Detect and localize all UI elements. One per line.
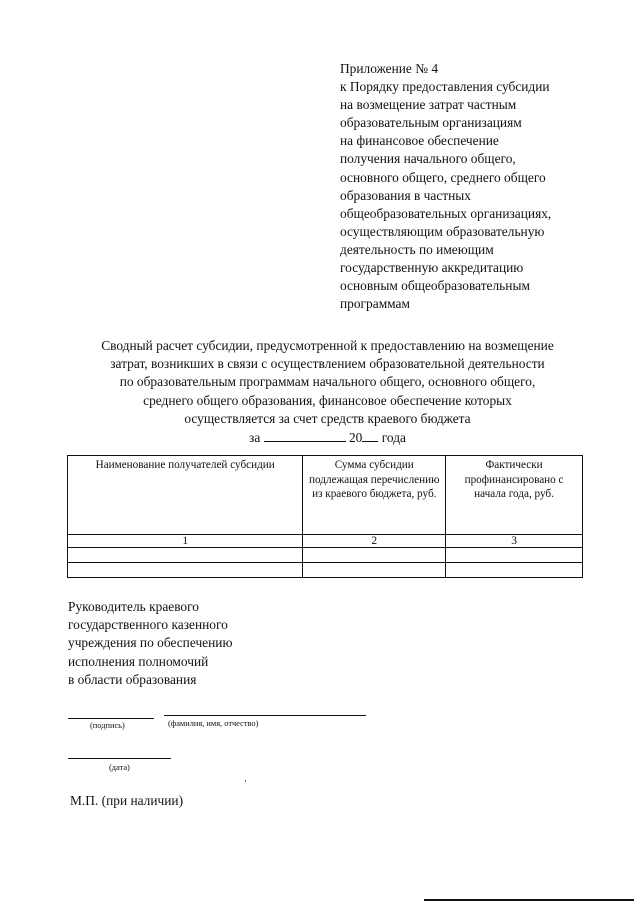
appendix-line: на возмещение затрат частным [340, 97, 517, 113]
table-cell[interactable] [303, 563, 446, 578]
document-title [40, 337, 615, 428]
scan-edge-line [424, 899, 634, 901]
appendix-line: к Порядку предоставления субсидии [340, 79, 550, 95]
period-blank-field [264, 428, 346, 442]
table-row [68, 563, 583, 578]
signature-caption: (подпись) [90, 721, 125, 730]
signer-title [68, 598, 328, 689]
appendix-line: Приложение № 4 [340, 61, 439, 76]
table-cell[interactable] [68, 548, 303, 563]
header-subsidy-amount: Сумма субсидии подлежащая перечислению из краевого бюджета, руб. [303, 456, 446, 535]
period-year-prefix: 20 [348, 430, 363, 445]
appendix-line: получения начального общего, [340, 151, 516, 167]
title-line: среднего общего образования, финансовое обеспечение которых [143, 392, 512, 408]
appendix-line: образования в частных [340, 187, 471, 203]
column-number: 1 [68, 535, 303, 548]
table-header-row [68, 456, 583, 535]
appendix-line: программам [340, 296, 410, 312]
full-name-line[interactable] [164, 715, 366, 716]
seal-note: М.П. (при наличии) [70, 793, 184, 808]
subsidy-table [67, 455, 583, 578]
appendix-header [340, 60, 610, 313]
appendix-line: осуществляющим образовательную [340, 223, 545, 239]
signer-line: в области образования [68, 671, 197, 687]
appendix-line: государственную аккредитацию [340, 260, 524, 276]
date-caption: (дата) [109, 763, 130, 772]
table-cell[interactable] [446, 548, 583, 563]
scan-speck [245, 780, 246, 782]
signature-line[interactable] [68, 718, 154, 719]
date-line[interactable] [68, 758, 171, 759]
title-line: затрат, возникших в связи с осуществлением образовательной деятельности [110, 356, 545, 372]
column-number: 2 [303, 535, 446, 548]
appendix-line: общеобразовательных организациях, [340, 205, 552, 221]
period-line [40, 428, 615, 447]
header-recipient-name: Наименование получателей субсидии [68, 456, 303, 535]
signer-line: исполнения полномочий [68, 653, 209, 669]
full-name-caption: (фамилия, имя, отчество) [168, 719, 259, 728]
table-cell[interactable] [303, 548, 446, 563]
period-prefix: за [249, 430, 261, 445]
appendix-line: деятельность по имеющим [340, 241, 494, 257]
header-actual-financed: Фактически профинансировано с начала года, руб. [446, 456, 583, 535]
title-line: по образовательным программам начального общего, основного общего, [119, 374, 536, 390]
table-cell[interactable] [68, 563, 303, 578]
period-suffix: года [381, 430, 406, 445]
title-line: осуществляется за счет средств краевого бюджета [184, 410, 471, 426]
table-cell[interactable] [446, 563, 583, 578]
signer-line: Руководитель краевого [68, 599, 199, 614]
year-blank-field [362, 428, 378, 442]
table-row [68, 548, 583, 563]
signer-line: государственного казенного [68, 617, 228, 633]
table-number-row [68, 535, 583, 548]
appendix-line: основного общего, среднего общего [340, 169, 546, 185]
signer-line: учреждения по обеспечению [68, 635, 233, 651]
appendix-line: на финансовое обеспечение [340, 133, 499, 149]
column-number: 3 [446, 535, 583, 548]
title-line: Сводный расчет субсидии, предусмотренной к предоставлению на возмещение [101, 338, 554, 353]
appendix-line: образовательным организациям [340, 115, 522, 131]
appendix-line: основным общеобразовательным [340, 278, 530, 294]
